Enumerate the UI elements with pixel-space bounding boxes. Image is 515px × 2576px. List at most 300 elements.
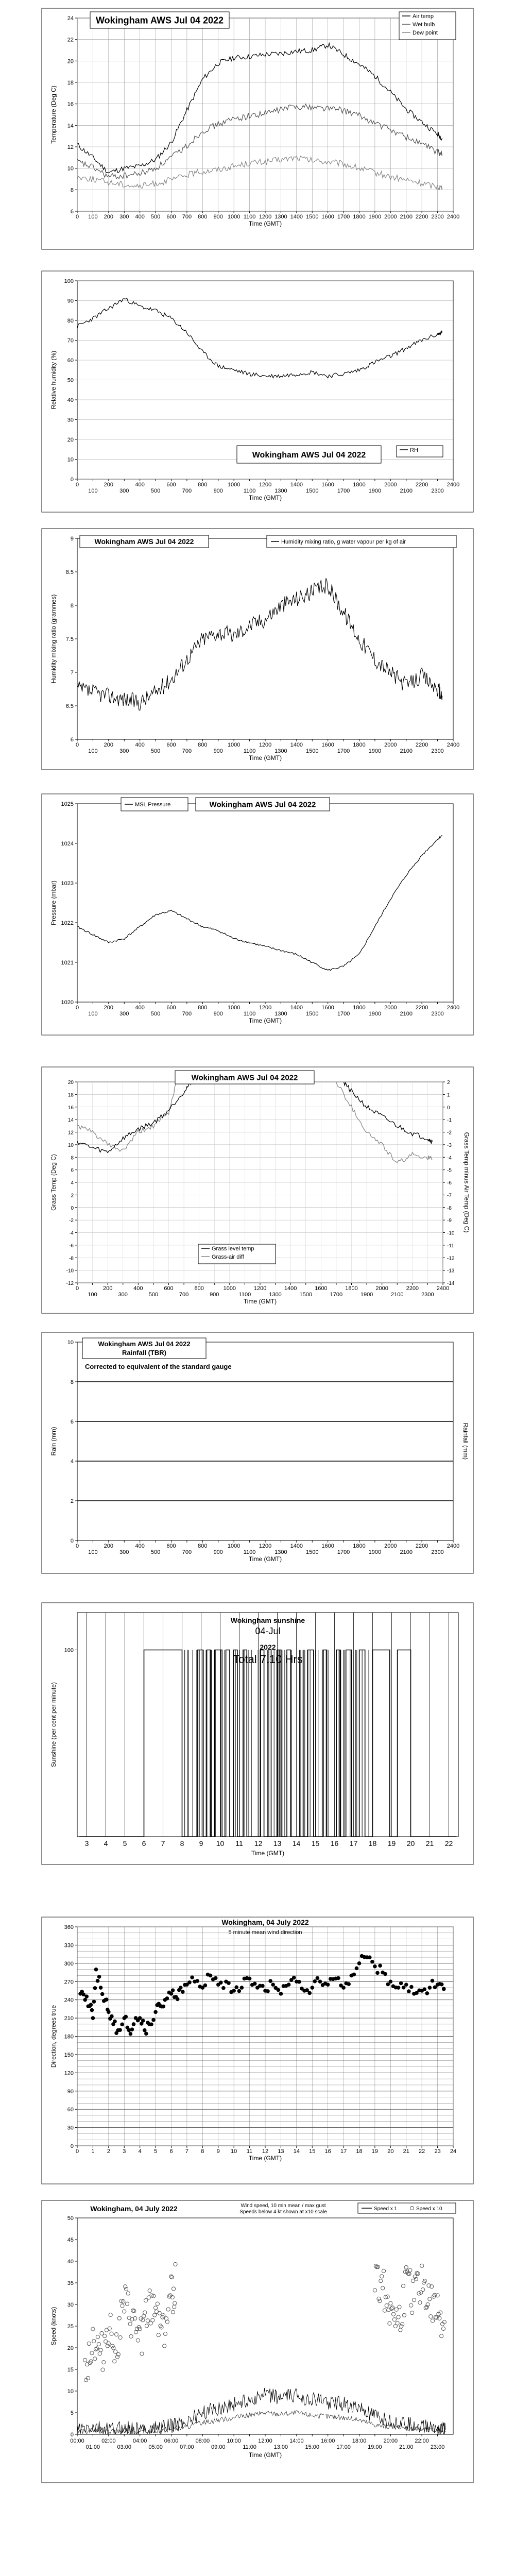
y-tick-label: 8 (70, 603, 74, 609)
x-tick-label: 14 (292, 1839, 301, 1848)
chart-title: Wokingham sunshine (230, 1616, 305, 1624)
x-tick-label: 2100 (400, 748, 413, 754)
x-tick-label: 1000 (227, 214, 241, 220)
x-tick-label: 1800 (353, 214, 366, 220)
x-tick-label: 11 (246, 2148, 253, 2155)
x-tick-label: 17 (340, 2148, 347, 2155)
x-tick-label: 400 (135, 214, 145, 220)
x-tick-label: 1400 (284, 1285, 297, 1292)
x-tick-label: 0 (75, 482, 79, 488)
x-tick-label: 700 (182, 488, 192, 494)
y-tick-label: 360 (64, 1924, 74, 1930)
direction-point (90, 2008, 94, 2012)
x-tick-label: 300 (118, 1292, 128, 1298)
y-axis-label: Pressure (mbar) (50, 880, 57, 925)
y-tick-label: 30 (67, 2125, 74, 2131)
chart-subtitle: Wind speed, 10 min mean / max gust (241, 2203, 326, 2209)
chart-subtitle: Rainfall (TBR) (122, 1349, 166, 1357)
x-axis-label: Time (GMT) (248, 754, 282, 761)
x-tick-label: 2400 (447, 482, 460, 488)
y-tick-label: 300 (64, 1960, 74, 1967)
direction-point (149, 2022, 153, 2026)
x-tick-label: 14:00 (289, 2438, 304, 2444)
direction-point (268, 1979, 272, 1983)
x-tick-label: 1100 (243, 1011, 256, 1017)
x-tick-label: 500 (150, 488, 161, 494)
y-axis-label: Humidity mixing ratio (grammes) (50, 594, 57, 684)
y-tick-label: 8 (70, 1379, 74, 1385)
y-tick-label: 7 (70, 670, 74, 676)
direction-point (93, 1986, 97, 1990)
y-tick-label: 10 (67, 456, 74, 463)
y-tick-label: 0 (70, 477, 74, 483)
x-tick-label: 13 (273, 1839, 282, 1848)
x-tick-label: 1300 (274, 488, 287, 494)
chart-title: Wokingham AWS Jul 04 2022 (191, 1073, 298, 1082)
x-tick-label: 600 (164, 1285, 174, 1292)
x-tick-label: 00:00 (70, 2438, 84, 2444)
x-tick-label: 2300 (431, 1011, 444, 1017)
x-tick-label: 2400 (436, 1285, 450, 1292)
x-tick-label: 1800 (353, 1005, 366, 1011)
y2-tick-label: -14 (447, 1281, 455, 1286)
x-tick-label: 400 (135, 482, 145, 488)
direction-point (277, 1988, 281, 1992)
x-tick-label: 19:00 (368, 2444, 382, 2450)
y-tick-label: 210 (64, 2015, 74, 2022)
chart-subtitle: 5 minute mean wind direction (228, 1929, 302, 1936)
x-tick-label: 10:00 (227, 2438, 241, 2444)
panel-border (42, 8, 473, 249)
x-tick-label: 2300 (431, 488, 444, 494)
y-tick-label: 80 (67, 318, 74, 324)
direction-point (378, 1964, 382, 1968)
y-tick-label: 270 (64, 1979, 74, 1986)
direction-point (442, 1987, 446, 1991)
x-tick-label: 200 (104, 482, 114, 488)
direction-point (440, 1982, 444, 1987)
y-tick-label: 60 (67, 358, 74, 364)
x-tick-label: 2100 (391, 1292, 404, 1298)
direction-point (292, 1976, 296, 1980)
x-tick-label: 400 (135, 742, 145, 748)
y-tick-label: 1022 (61, 920, 74, 926)
y2-tick-label: -7 (447, 1193, 452, 1199)
x-tick-label: 15 (311, 1839, 320, 1848)
x-tick-label: 1100 (243, 214, 256, 220)
x-tick-label: 1900 (368, 214, 382, 220)
x-axis-label: Time (GMT) (248, 2155, 282, 2162)
x-tick-label: 2300 (431, 214, 444, 220)
y-tick-label: 150 (64, 2052, 74, 2058)
direction-point (165, 1996, 169, 2001)
x-tick-label: 2000 (384, 482, 397, 488)
x-tick-label: 100 (88, 1292, 97, 1298)
x-tick-label: 1900 (360, 1292, 373, 1298)
x-tick-label: 6 (169, 2148, 173, 2155)
x-tick-label: 09:00 (211, 2444, 226, 2450)
y-axis-label: Rain (mm) (50, 1427, 57, 1456)
pressure-chart (41, 793, 474, 1036)
x-tick-label: 700 (179, 1292, 189, 1298)
y-tick-label: 16 (67, 1105, 74, 1111)
direction-point (214, 1976, 218, 1980)
humidity-chart-panel (41, 270, 474, 513)
x-axis-label: Time (GMT) (248, 494, 282, 501)
x-tick-label: 0 (75, 1543, 79, 1549)
x-tick-label: 1100 (243, 488, 256, 494)
x-tick-label: 18 (368, 1839, 377, 1848)
x-tick-label: 300 (119, 214, 129, 220)
x-tick-label: 700 (182, 748, 192, 754)
direction-point (307, 1991, 312, 1995)
y-tick-label: 330 (64, 1942, 74, 1949)
x-tick-label: 300 (119, 748, 129, 754)
direction-point (271, 1982, 275, 1987)
mixing-ratio-chart (41, 528, 474, 770)
panel-border (42, 1917, 473, 2184)
direction-point (209, 1974, 213, 1978)
x-tick-label: 6 (142, 1839, 146, 1848)
legend-label: Speed x 10 (416, 2206, 442, 2212)
direction-point (91, 2016, 95, 2020)
x-tick-label: 500 (148, 1292, 159, 1298)
x-axis-label: Time (GMT) (248, 220, 282, 227)
y-tick-label: 8 (71, 1155, 74, 1161)
direction-point (279, 1992, 283, 1996)
x-tick-label: 1600 (321, 482, 334, 488)
direction-point (113, 2020, 117, 2024)
chart-title: Wokingham, 04 July 2022 (90, 2205, 178, 2213)
x-tick-label: 03:00 (117, 2444, 132, 2450)
y-axis-label: Sunshine (per cent per minute) (50, 1682, 57, 1767)
x-tick-label: 23:00 (430, 2444, 445, 2450)
x-tick-label: 1600 (321, 1543, 334, 1549)
x-tick-label: 200 (102, 1285, 113, 1292)
direction-point (179, 1986, 183, 1990)
x-tick-label: 1000 (227, 1005, 241, 1011)
x-tick-label: 1100 (243, 748, 256, 754)
direction-point (227, 1981, 231, 1985)
y-tick-label: 16 (67, 101, 74, 108)
direction-point (130, 2027, 134, 2031)
x-tick-label: 2100 (400, 488, 413, 494)
x-tick-label: 06:00 (164, 2438, 179, 2444)
y2-axis-label: Rainfall (mm) (462, 1422, 469, 1460)
direction-point (341, 1986, 346, 1990)
x-tick-label: 500 (150, 1011, 161, 1017)
direction-point (253, 1982, 257, 1986)
x-tick-label: 1100 (238, 1292, 251, 1298)
y-tick-label: 6 (70, 737, 74, 743)
y-tick-label: 5 (70, 2410, 74, 2416)
direction-point (316, 1976, 320, 1980)
panel-border (42, 271, 473, 512)
x-tick-label: 1500 (306, 1549, 319, 1555)
mixing-ratio-chart-panel (41, 528, 474, 770)
x-tick-label: 2300 (431, 1549, 444, 1555)
x-tick-label: 9 (216, 2148, 220, 2155)
x-tick-label: 1800 (353, 1543, 366, 1549)
y-tick-label: 40 (67, 2259, 74, 2265)
direction-point (187, 1980, 192, 1985)
y-tick-label: 14 (67, 1117, 74, 1124)
y-axis-label: Speed (knots) (50, 2307, 57, 2346)
y2-tick-label: -8 (447, 1205, 452, 1211)
y2-tick-label: -3 (447, 1142, 452, 1148)
x-tick-label: 1000 (227, 742, 241, 748)
y-tick-label: 15 (67, 2367, 74, 2373)
x-tick-label: 2200 (415, 1543, 428, 1549)
direction-point (219, 1980, 223, 1985)
x-tick-label: 0 (75, 2148, 79, 2155)
direction-point (176, 1997, 180, 2001)
x-tick-label: 13:00 (273, 2444, 288, 2450)
x-tick-label: 15 (309, 2148, 316, 2155)
x-axis-label: Time (GMT) (248, 1555, 282, 1563)
x-tick-label: 2200 (415, 482, 428, 488)
x-tick-label: 200 (104, 1005, 114, 1011)
y-tick-label: 0 (70, 1538, 74, 1544)
x-tick-label: 900 (213, 1549, 223, 1555)
direction-point (92, 1999, 96, 2004)
direction-point (96, 1979, 100, 1983)
direction-point (138, 2016, 142, 2020)
direction-point (203, 1984, 208, 1988)
y-tick-label: 90 (67, 298, 74, 304)
chart-year: 2022 (260, 1643, 276, 1651)
direction-point (221, 1986, 226, 1990)
direction-point (431, 1979, 435, 1983)
x-tick-label: 300 (119, 1011, 129, 1017)
x-tick-label: 2300 (431, 748, 444, 754)
chart-title: Wokingham AWS Jul 04 2022 (95, 15, 224, 26)
legend-label: Air temp (413, 13, 434, 20)
x-tick-label: 2400 (447, 214, 460, 220)
y-tick-label: 6 (71, 1167, 74, 1174)
y-axis-label: Relative humidity (%) (50, 350, 57, 410)
x-tick-label: 500 (150, 1549, 161, 1555)
x-tick-label: 700 (182, 214, 192, 220)
y-tick-label: 1024 (61, 841, 74, 847)
y-tick-label: 4 (70, 1459, 74, 1465)
x-tick-label: 1700 (337, 1011, 350, 1017)
x-tick-label: 05:00 (148, 2444, 163, 2450)
x-tick-label: 900 (213, 214, 223, 220)
x-tick-label: 1700 (330, 1292, 343, 1298)
direction-point (120, 2023, 124, 2027)
x-tick-label: 1000 (227, 482, 241, 488)
x-tick-label: 14 (293, 2148, 300, 2155)
x-tick-label: 1900 (368, 748, 382, 754)
x-tick-label: 20 (406, 1839, 415, 1848)
y-axis-label: Grass Temp (Deg C) (50, 1154, 57, 1211)
y2-tick-label: -6 (447, 1180, 452, 1186)
y-tick-label: 50 (67, 377, 74, 384)
x-tick-label: 600 (166, 1543, 176, 1549)
legend-label: RH (410, 447, 418, 453)
x-tick-label: 0 (75, 214, 79, 220)
y-tick-label: 30 (67, 417, 74, 423)
pressure-chart-panel (41, 793, 474, 1036)
y-tick-label: 20 (67, 1080, 74, 1086)
x-tick-label: 600 (166, 1005, 176, 1011)
x-tick-label: 2000 (384, 1543, 397, 1549)
y-tick-label: 14 (67, 123, 74, 129)
direction-point (266, 1989, 270, 1993)
x-tick-label: 20:00 (383, 2438, 398, 2444)
x-tick-label: 9 (199, 1839, 203, 1848)
x-tick-label: 1300 (274, 214, 287, 220)
x-tick-label: 200 (104, 214, 114, 220)
x-tick-label: 900 (213, 488, 223, 494)
panel-border (42, 1067, 473, 1313)
x-tick-label: 200 (104, 742, 114, 748)
x-tick-label: 17 (349, 1839, 358, 1848)
y2-tick-label: 2 (447, 1080, 450, 1086)
x-tick-label: 1500 (306, 214, 319, 220)
direction-point (336, 1976, 340, 1980)
x-tick-label: 700 (182, 1549, 192, 1555)
x-tick-label: 20 (387, 2148, 394, 2155)
x-tick-label: 10 (231, 2148, 237, 2155)
x-tick-label: 18:00 (352, 2438, 367, 2444)
direction-point (234, 1985, 238, 1989)
direction-point (232, 1989, 236, 1993)
direction-point (313, 1979, 317, 1984)
direction-point (355, 1967, 359, 1971)
x-tick-label: 800 (198, 214, 208, 220)
chart-title: Wokingham AWS Jul 04 2022 (252, 450, 366, 460)
x-tick-label: 1300 (274, 1549, 287, 1555)
y-tick-label: 1025 (61, 801, 74, 807)
direction-point (195, 1979, 199, 1983)
x-tick-label: 2100 (400, 214, 413, 220)
direction-point (326, 1982, 330, 1987)
direction-point (161, 2005, 165, 2009)
y2-tick-label: -9 (447, 1218, 452, 1224)
direction-point (84, 1994, 89, 1998)
y-tick-label: 90 (67, 2088, 74, 2095)
x-tick-label: 08:00 (195, 2438, 210, 2444)
legend-label: MSL Pressure (135, 802, 171, 808)
direction-point (124, 2015, 128, 2019)
y-tick-label: 6 (70, 209, 74, 215)
x-tick-label: 22:00 (415, 2438, 429, 2444)
x-tick-label: 11:00 (243, 2444, 256, 2450)
x-tick-label: 2200 (415, 1005, 428, 1011)
x-tick-label: 1900 (368, 1011, 382, 1017)
y-tick-label: 6.5 (65, 703, 74, 709)
y2-tick-label: -11 (447, 1243, 454, 1249)
y-tick-label: 9 (70, 536, 74, 542)
y2-tick-label: -1 (447, 1117, 452, 1124)
x-tick-label: 2100 (400, 1549, 413, 1555)
y-tick-label: 1020 (61, 999, 74, 1006)
y-tick-label: -8 (69, 1256, 74, 1262)
y-axis-label: Temperature (Deg C) (50, 86, 57, 144)
direction-point (422, 1987, 426, 1991)
y-tick-label: -12 (66, 1281, 74, 1286)
direction-point (407, 1989, 411, 1993)
y-tick-label: 100 (64, 1647, 74, 1654)
x-tick-label: 1800 (353, 742, 366, 748)
x-tick-label: 21 (425, 1839, 434, 1848)
y2-tick-label: -2 (447, 1130, 452, 1136)
y-tick-label: 30 (67, 2302, 74, 2308)
legend-label: Grass-air diff (212, 1254, 244, 1260)
direction-point (370, 1960, 374, 1964)
x-tick-label: 2200 (415, 742, 428, 748)
y-tick-label: 18 (67, 1092, 74, 1098)
chart-title: Wokingham AWS Jul 04 2022 (98, 1340, 191, 1348)
x-tick-label: 800 (194, 1285, 204, 1292)
x-tick-label: 1000 (223, 1285, 236, 1292)
y-tick-label: 12 (67, 144, 74, 150)
y-tick-label: 240 (64, 1997, 74, 2004)
x-axis-label: Time (GMT) (243, 1298, 277, 1305)
x-tick-label: 2400 (447, 742, 460, 748)
x-tick-label: 1200 (253, 1285, 267, 1292)
y-tick-label: 20 (67, 437, 74, 443)
x-axis-label: Time (GMT) (248, 2451, 282, 2459)
y-tick-label: 70 (67, 337, 74, 344)
x-tick-label: 1300 (269, 1292, 282, 1298)
y-tick-label: 100 (64, 278, 74, 284)
x-tick-label: 1500 (306, 488, 319, 494)
y-tick-label: 40 (67, 397, 74, 403)
x-tick-label: 04:00 (132, 2438, 147, 2444)
x-tick-label: 300 (119, 1549, 129, 1555)
direction-point (107, 2010, 111, 2014)
x-tick-label: 07:00 (180, 2444, 194, 2450)
chart-date: 04-Jul (255, 1626, 281, 1636)
x-tick-label: 5 (154, 2148, 158, 2155)
x-tick-label: 4 (138, 2148, 142, 2155)
x-tick-label: 1500 (306, 1011, 319, 1017)
x-tick-label: 100 (88, 214, 98, 220)
legend-label: Wet bulb (413, 22, 435, 28)
direction-point (399, 1981, 403, 1986)
y2-tick-label: -10 (447, 1230, 455, 1236)
y-tick-label: 4 (71, 1180, 74, 1186)
x-tick-label: 22 (419, 2148, 425, 2155)
direction-point (389, 1979, 393, 1984)
x-tick-label: 1700 (337, 1549, 350, 1555)
x-tick-label: 10 (216, 1839, 225, 1848)
direction-point (141, 2019, 145, 2023)
direction-point (428, 1986, 432, 1990)
x-tick-label: 500 (150, 748, 161, 754)
y2-tick-label: -4 (447, 1155, 452, 1161)
legend-label: Grass level temp (212, 1246, 254, 1252)
direction-point (409, 1985, 414, 1989)
x-tick-label: 19 (371, 2148, 379, 2155)
x-tick-label: 21 (403, 2148, 409, 2155)
y-tick-label: 25 (67, 2324, 74, 2330)
direction-point (105, 1997, 109, 2002)
y2-tick-label: -12 (447, 1256, 455, 1262)
direction-point (425, 1991, 430, 1995)
y2-tick-label: 1 (447, 1092, 450, 1098)
y-tick-label: 10 (67, 2388, 74, 2395)
x-tick-label: 12 (254, 1839, 263, 1848)
x-tick-label: 2200 (406, 1285, 419, 1292)
x-tick-label: 2 (107, 2148, 110, 2155)
x-tick-label: 900 (213, 1011, 223, 1017)
y-tick-label: 10 (67, 1142, 74, 1148)
direction-point (397, 1986, 401, 1990)
